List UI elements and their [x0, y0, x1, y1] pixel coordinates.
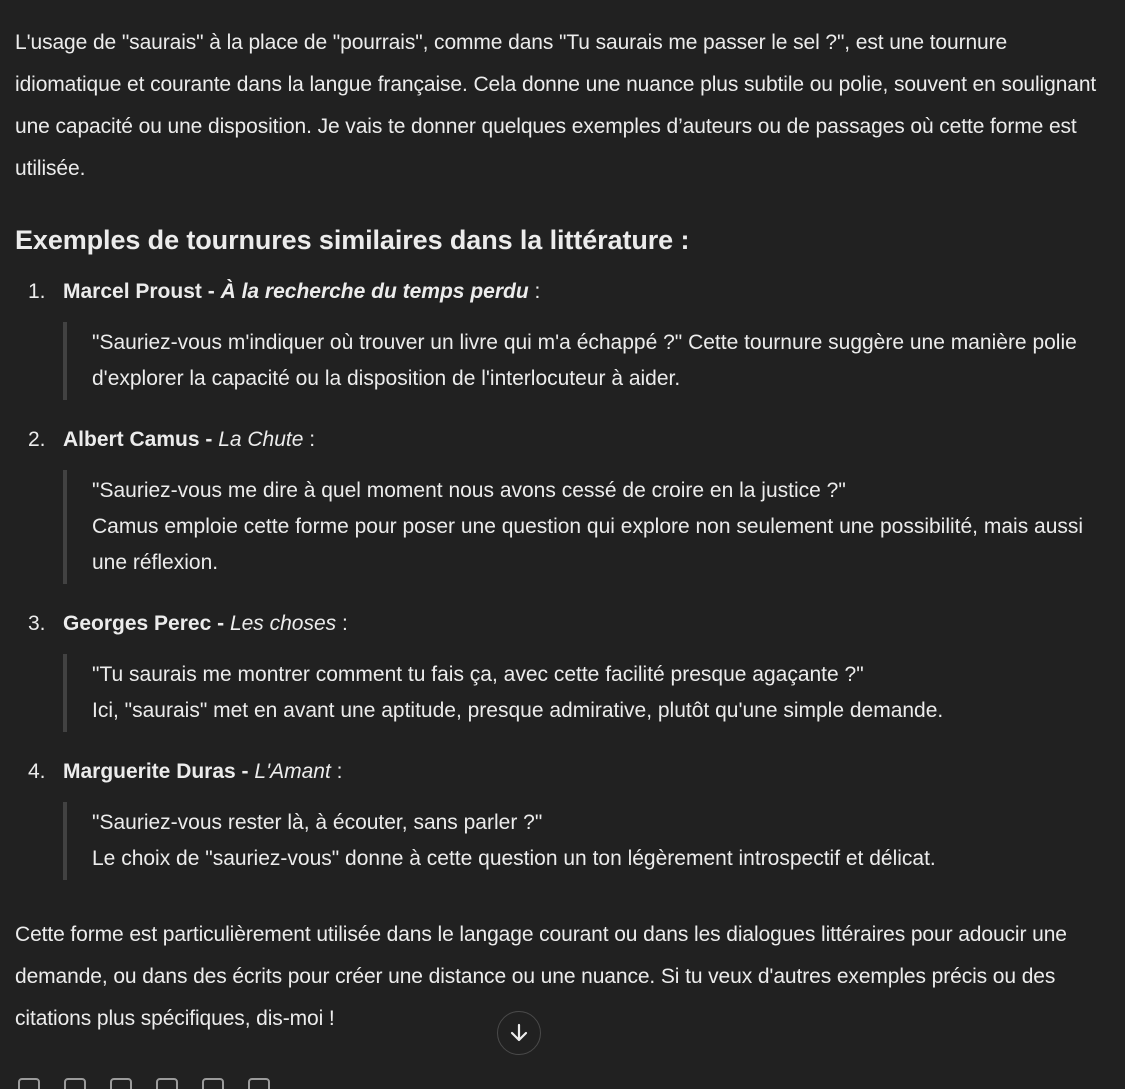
example-quote — [63, 654, 1115, 732]
thumbs-up-icon[interactable] — [110, 1078, 132, 1089]
scroll-to-bottom-button[interactable] — [497, 1011, 541, 1055]
example-header — [15, 420, 1115, 460]
example-quote — [63, 802, 1115, 880]
list-number: 1. — [28, 280, 46, 303]
quote-line: "Sauriez-vous me dire à quel moment nous avons cessé de croire en la justice ?" — [92, 479, 846, 502]
speaker-icon[interactable] — [18, 1078, 40, 1089]
regenerate-icon[interactable] — [248, 1078, 270, 1089]
separator: - — [211, 612, 230, 635]
colon: : — [303, 428, 316, 451]
example-header — [15, 272, 1115, 312]
list-item — [15, 272, 1115, 400]
quote-line: Le choix de "sauriez-vous" donne à cette question un ton légèrement introspectif et délicat. — [92, 847, 936, 870]
section-heading: Exemples de tournures similaires dans la littérature : — [15, 225, 690, 255]
quote-line: "Sauriez-vous m'indiquer où trouver un livre qui m'a échappé ?" Cette tournure suggère une manière polie d'explorer la capacité ou la disposition de l'interlocuteur à aider. — [92, 331, 1077, 390]
example-header — [15, 752, 1115, 792]
quote-line: "Tu saurais me montrer comment tu fais ça, avec cette facilité presque agaçante ?" — [92, 663, 864, 686]
list-number: 2. — [28, 428, 46, 451]
assistant-message — [15, 22, 1115, 1040]
list-number: 4. — [28, 760, 46, 783]
quote-line: Camus emploie cette forme pour poser une question qui explore non seulement une possibilité, mais aussi une réflexion. — [92, 515, 1084, 574]
separator: - — [235, 760, 255, 783]
colon: : — [330, 760, 343, 783]
work-title: À la recherche du temps perdu — [220, 280, 529, 303]
list-item — [15, 752, 1115, 880]
arrow-down-icon — [508, 1022, 530, 1044]
author-name: Albert Camus — [63, 428, 200, 451]
example-quote — [63, 470, 1115, 584]
message-actions — [18, 1078, 270, 1089]
author-name: Marguerite Duras — [63, 760, 236, 783]
intro-paragraph: L'usage de "saurais" à la place de "pourrais", comme dans "Tu saurais me passer le sel ?", est une tournure idiomatique et courante dans la langue française. Cela donne une nuance plus subtile ou polie, souvent en soulignant une capacité ou une disposition. Je vais te donner quelques exemples d’auteurs ou de passages où cette forme est utilisée. — [15, 31, 1097, 180]
edit-icon[interactable] — [202, 1078, 224, 1089]
example-quote — [63, 322, 1115, 400]
colon: : — [528, 280, 541, 303]
outro-paragraph: Cette forme est particulièrement utilisée dans le langage courant ou dans les dialogues littéraires pour adoucir une demande, ou dans des écrits pour créer une distance ou une nuance. Si tu veux d'autres exemples précis ou des citations plus spécifiques, dis-moi ! — [15, 923, 1067, 1030]
separator: - — [201, 280, 221, 303]
work-title: L'Amant — [254, 760, 331, 783]
work-title: Les choses — [229, 612, 337, 635]
list-item — [15, 420, 1115, 584]
quote-line: Ici, "saurais" met en avant une aptitude, presque admirative, plutôt qu'une simple demande. — [92, 699, 944, 722]
separator: - — [199, 428, 219, 451]
copy-icon[interactable] — [64, 1078, 86, 1089]
list-number: 3. — [28, 612, 46, 635]
author-name: Georges Perec — [63, 612, 212, 635]
author-name: Marcel Proust — [63, 280, 202, 303]
thumbs-down-icon[interactable] — [156, 1078, 178, 1089]
examples-list — [15, 272, 1115, 880]
colon: : — [336, 612, 348, 635]
quote-line: "Sauriez-vous rester là, à écouter, sans parler ?" — [92, 811, 543, 834]
list-item — [15, 604, 1115, 732]
work-title: La Chute — [218, 428, 304, 451]
example-header — [15, 604, 1115, 644]
